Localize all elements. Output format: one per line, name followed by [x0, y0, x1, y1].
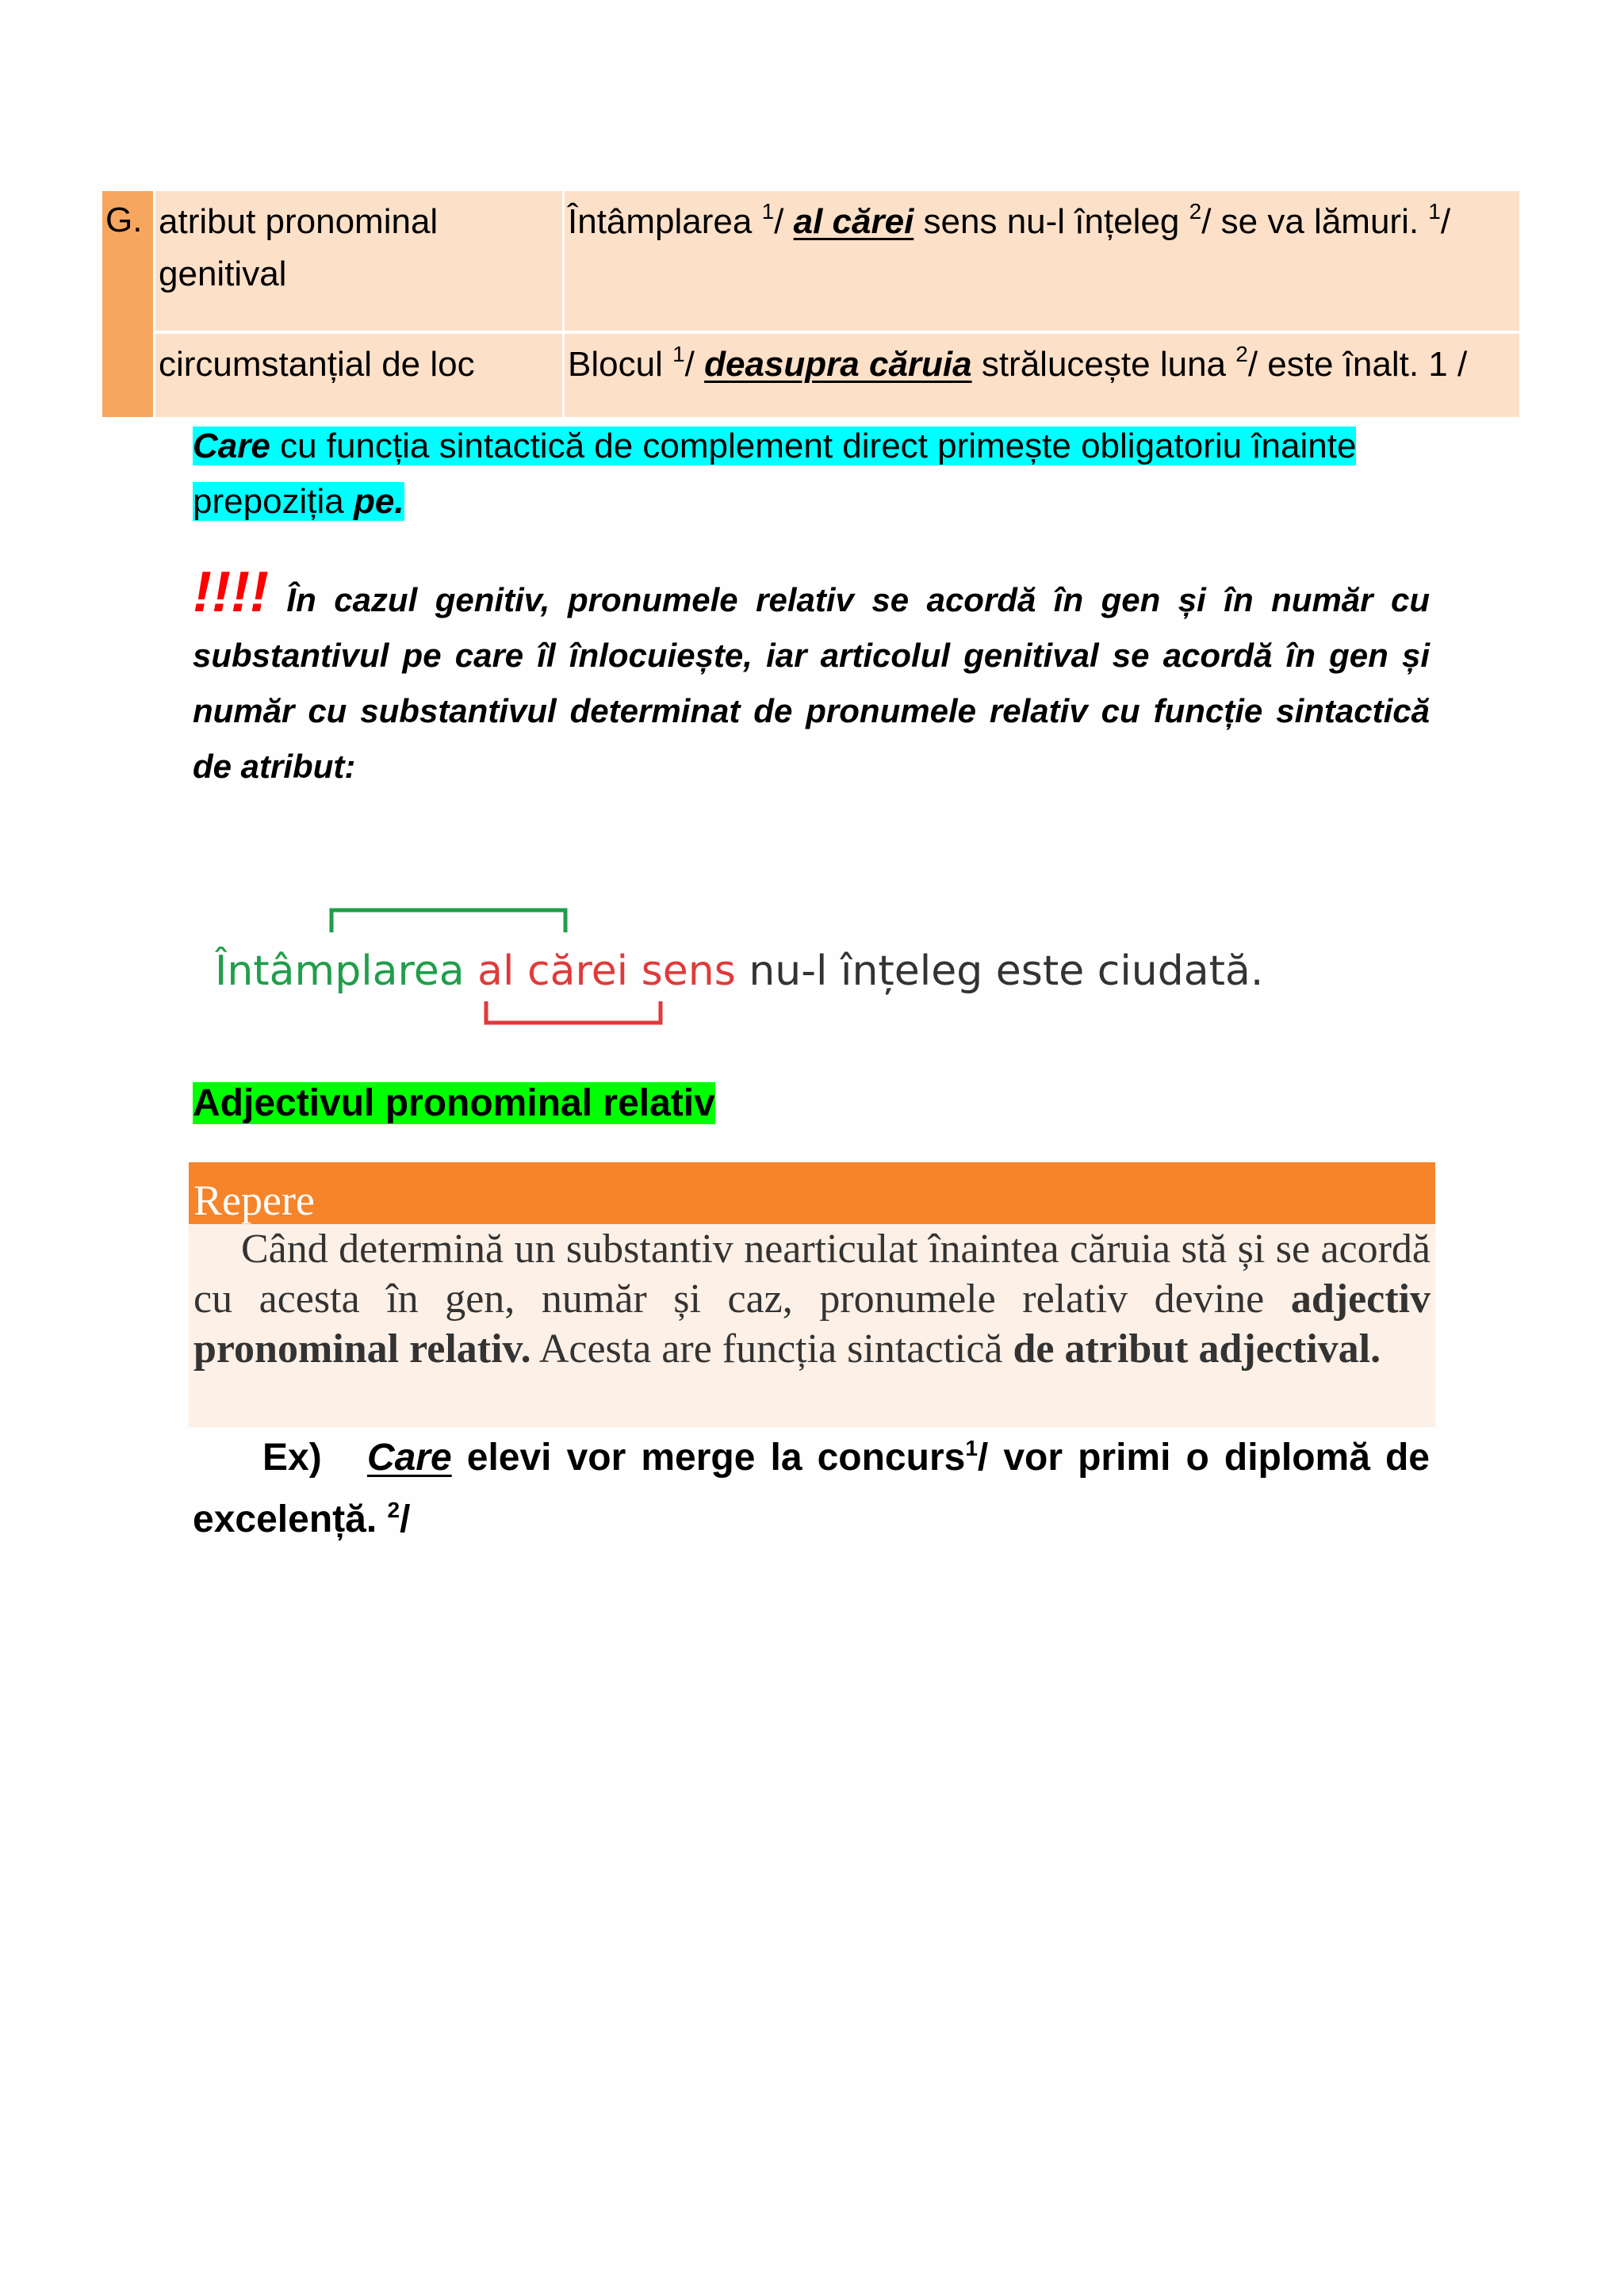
diagram-sentence — [215, 943, 1263, 999]
relative-word: al cărei — [793, 202, 914, 241]
noun-word: Întâmplarea — [215, 947, 465, 995]
cyan-note-line-2 — [193, 478, 404, 526]
repere-body — [189, 1224, 1435, 1427]
section-heading — [193, 1076, 715, 1131]
example-text: / se va lămuri. — [1201, 202, 1429, 241]
example-text: / — [400, 1498, 411, 1540]
note-keyword: pe. — [354, 482, 404, 521]
clause-number: 2 — [387, 1498, 400, 1522]
repere-text: Când determină un substantiv nearticulat înaintea căruia stă și se acordă cu acesta în gen, număr și caz, pronumele relativ devine — [193, 1226, 1431, 1322]
clause-number: 1 — [1428, 199, 1441, 224]
example-text: / — [684, 345, 705, 384]
function-label: atribut pronominal genitival — [159, 202, 439, 293]
cyan-note-line-1 — [193, 423, 1356, 470]
function-label: circumstanțial de loc — [159, 345, 475, 384]
repere-text: Acesta are funcția sintactică — [530, 1326, 1013, 1372]
heading-text: Adjectivul pronominal relativ — [193, 1082, 715, 1124]
repere-bold: de atribut adjectival. — [1013, 1326, 1381, 1372]
clause-number: 1 — [761, 199, 775, 224]
function-cell-1 — [155, 191, 562, 331]
repere-title: Repere — [193, 1177, 315, 1224]
example-text: elevi vor merge la concurs — [451, 1437, 966, 1479]
determined-noun-word: sens — [641, 947, 736, 995]
repere-header — [189, 1162, 1435, 1224]
sentence-rest: nu-l înțeleg este ciudată. — [749, 947, 1264, 995]
clause-number: 2 — [1189, 199, 1202, 224]
green-bracket — [331, 910, 565, 932]
example-text: / — [1440, 202, 1451, 241]
example-text: / vor primi o diplomă de excelență. — [193, 1437, 1431, 1540]
relative-word: deasupra căruia — [704, 345, 972, 384]
example-text: sens nu-l înțeleg — [914, 202, 1189, 241]
genitive-article-word: al cărei — [477, 947, 629, 995]
example-sentence — [193, 1427, 1430, 1551]
row-letter: G. — [102, 191, 153, 417]
function-cell-2 — [155, 334, 562, 417]
example-cell-1 — [565, 191, 1519, 331]
note-keyword: Care — [193, 427, 270, 465]
example-text: Întâmplarea — [568, 202, 762, 241]
example-keyword: Care — [366, 1437, 452, 1479]
clause-number: 1 — [672, 342, 685, 366]
note-text: prepoziția — [193, 482, 354, 521]
warning-marks: !!!! — [193, 561, 269, 624]
example-text: strălucește luna — [971, 345, 1236, 384]
example-prefix: Ex) — [262, 1437, 322, 1479]
warning-paragraph — [193, 561, 1430, 794]
repere-bold: adjectiv pronominal relativ. — [193, 1276, 1431, 1372]
warning-text: În cazul genitiv, pronumele relativ se acordă în gen și în număr cu substantivul pe care îl înlocuiește, iar articolul genitival se acordă în gen și număr cu substantivul determinat de pronumele relativ cu funcție sintactică de atribut: — [193, 581, 1430, 785]
example-text: Blocul — [568, 345, 673, 384]
example-text: / — [774, 202, 794, 241]
clause-number: 2 — [1235, 342, 1248, 366]
agreement-diagram — [193, 896, 1264, 1054]
syntax-table — [102, 191, 1519, 417]
red-bracket — [486, 1001, 661, 1023]
note-text: cu funcția sintactică de complement direct primește obligatoriu înainte — [270, 427, 1357, 465]
example-cell-2 — [565, 334, 1519, 417]
example-text: / este înalt. 1 / — [1247, 345, 1468, 384]
clause-number: 1 — [965, 1436, 978, 1460]
